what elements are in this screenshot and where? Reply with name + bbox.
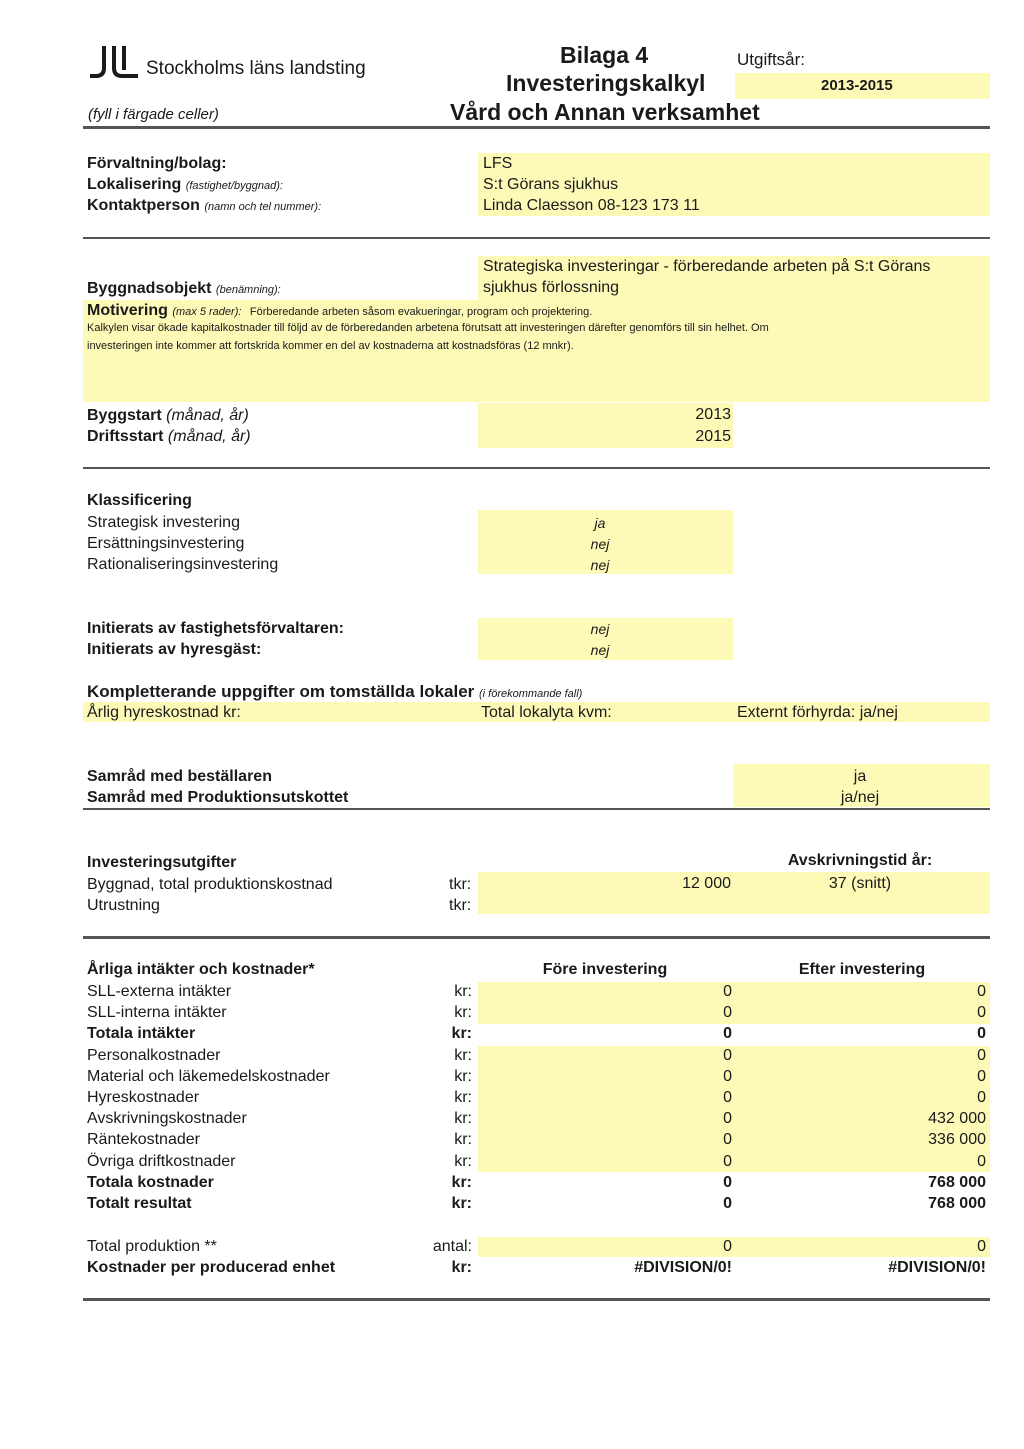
fill-note: (fyll i färgade celler) [88,106,219,123]
annual-row-unit: kr: [454,1046,472,1064]
klass-value[interactable]: nej [590,536,610,552]
annual-row-label: SLL-externa intäkter [87,983,232,1000]
fastighet-value[interactable]: nej [590,621,610,637]
klass-heading: Klassificering [87,492,192,509]
kontakt-value[interactable]: Linda Claesson 08-123 173 11 [483,197,700,214]
annual-row-before[interactable]: 0 [723,1067,732,1085]
driftsstart-row [87,428,251,446]
produktion-value[interactable]: ja/nej [840,789,880,806]
annual-row-label: Totalt resultat [87,1195,192,1212]
annual-row-before[interactable]: 0 [723,983,732,1000]
driftsstart-hint: (månad, år) [167,428,251,445]
komplett-hint: (i förekommande fall) [479,688,583,700]
kontakt-hint: (namn och tel nummer): [204,201,322,213]
annual-row-after: 768 000 [928,1173,986,1191]
byggstart-value[interactable]: 2013 [695,406,731,423]
klass-value[interactable]: nej [590,557,610,573]
prod-label: Total produktion ** [87,1238,217,1255]
utgiftsar-value: 2013-2015 [821,77,893,94]
col-before-heading: Före investering [542,961,668,978]
forvaltning-label: Förvaltning/bolag: [87,155,227,172]
annual-row-before[interactable]: 0 [723,1110,732,1128]
byggstart-label: Byggstart [87,407,162,424]
annual-row-before[interactable]: 0 [723,1152,732,1170]
komplett-heading: Kompletterande uppgifter om tomställda lokaler [87,682,475,701]
annual-row-after[interactable]: 336 000 [928,1131,986,1149]
divider [83,126,990,129]
annual-row-label: Personalkostnader [87,1046,221,1064]
annual-row-after: 0 [977,1025,986,1043]
motivering-row [87,302,592,320]
byggnad-avskr[interactable]: 37 (snitt) [828,875,892,892]
utgiftsar-label: Utgiftsår: [737,50,806,69]
object-row [87,280,281,298]
annual-row-label: SLL-interna intäkter [87,1004,227,1022]
annual-row-after[interactable]: 432 000 [928,1110,986,1128]
sll-logo-icon [88,44,140,80]
annual-row-label: Avskrivningskostnader [87,1110,247,1128]
divider [83,936,990,939]
klass-label: Strategisk investering [87,514,240,531]
annual-row-unit: kr: [454,1110,472,1128]
annual-row-label: Totala intäkter [87,1025,196,1043]
kontakt-label: Kontaktperson [87,197,200,214]
cost-label: Kostnader per producerad enhet [87,1259,336,1276]
avskr-heading: Avskrivningstid år: [787,852,933,869]
motivering-line3: investeringen inte kommer att fortskrida kommer en del av kostnaderna att kostnadsföras (12 mnkr). [87,340,574,352]
lokalisering-row [87,176,283,194]
annual-row-unit: kr: [454,983,472,1000]
kontakt-row [87,197,321,215]
annual-row-after[interactable]: 0 [977,1046,986,1064]
annual-row-after[interactable]: 0 [977,1089,986,1106]
utrustning-label: Utrustning [87,897,160,914]
annual-row-unit: kr: [451,1025,472,1043]
object-value-line2: sjukhus förlossning [483,279,620,296]
annual-row-before: 0 [723,1025,732,1043]
prod-before[interactable]: 0 [723,1238,732,1255]
annual-heading: Årliga intäkter och kostnader* [87,961,315,978]
byggstart-row [87,407,249,425]
divider [83,467,990,469]
klass-label: Ersättningsinvestering [87,535,245,552]
klass-label: Rationaliseringsinvestering [87,556,279,573]
byggnad-unit: tkr: [449,876,472,893]
klass-value[interactable]: ja [594,515,606,531]
annual-row-after[interactable]: 0 [977,1004,986,1022]
annual-row-label: Totala kostnader [87,1173,214,1191]
annual-row-unit: kr: [454,1067,472,1085]
produktion-label: Samråd med Produktionsutskottet [87,789,349,806]
annual-row-label: Material och läkemedelskostnader [87,1067,330,1085]
divider [83,237,990,239]
annual-row-after[interactable]: 0 [977,1152,986,1170]
byggnad-value[interactable]: 12 000 [682,875,731,892]
annual-row-after[interactable]: 0 [977,983,986,1000]
annual-row-after: 768 000 [928,1195,986,1212]
cost-unit: kr: [451,1259,472,1276]
utgiftsar-field[interactable] [735,73,990,99]
bestallare-value[interactable]: ja [853,768,867,785]
lokalisering-value[interactable]: S:t Görans sjukhus [483,176,619,193]
motivering-line2: Kalkylen visar ökade kapitalkostnader till följd av de förberedanden arbetena förutsatt att investeringen därefter genomförs till sin helhet. Om [87,322,769,334]
bestallare-label: Samråd med beställaren [87,768,272,785]
annual-row-before: 0 [723,1195,732,1212]
motivering-label: Motivering [87,302,168,319]
annual-row-before[interactable]: 0 [723,1004,732,1022]
annual-row-before[interactable]: 0 [723,1046,732,1064]
komplett-row [87,682,582,702]
prod-unit: antal: [432,1238,472,1255]
cost-before: #DIVISION/0! [634,1259,732,1276]
bilaga-label: Bilaga 4 [560,42,649,68]
yta-label: Total lokalyta kvm: [481,704,612,721]
annual-row-before[interactable]: 0 [723,1131,732,1149]
page-title: Investeringskalkyl [506,70,706,96]
annual-row-unit: kr: [454,1152,472,1170]
divider [83,808,990,810]
object-label: Byggnadsobjekt [87,280,212,297]
annual-row-unit: kr: [451,1173,472,1191]
page-subtitle: Vård och Annan verksamhet [450,99,760,125]
motivering-line1: Förberedande arbeten såsom evakueringar, program och projektering. [249,306,593,318]
object-value-line1: Strategiska investeringar - förberedande arbeten på S:t Görans [483,258,931,275]
fastighet-label: Initierats av fastighetsförvaltaren: [87,620,344,637]
col-after-heading: Efter investering [798,961,926,978]
motivering-hint: (max 5 rader): [172,306,242,318]
annual-row-label: Övriga driftkostnader [87,1152,236,1170]
annual-row-before: 0 [723,1173,732,1191]
byggnad-label: Byggnad, total produktionskostnad [87,876,333,893]
annual-row-after[interactable]: 0 [977,1067,986,1085]
lokalisering-label: Lokalisering [87,176,182,193]
driftsstart-value[interactable]: 2015 [695,428,731,445]
hyresgast-value[interactable]: nej [590,642,610,658]
hyra-label: Årlig hyreskostnad kr: [87,704,241,721]
lokalisering-hint: (fastighet/byggnad): [185,180,283,192]
annual-row-unit: kr: [454,1089,472,1106]
driftsstart-label: Driftsstart [87,428,164,445]
annual-row-unit: kr: [451,1195,472,1212]
annual-row-before[interactable]: 0 [723,1089,732,1106]
prod-after[interactable]: 0 [977,1238,986,1255]
invest-heading: Investeringsutgifter [87,854,237,871]
utrustning-unit: tkr: [449,897,472,914]
cost-after: #DIVISION/0! [888,1259,986,1276]
byggstart-hint: (månad, år) [166,407,249,424]
object-hint: (benämning): [215,284,281,296]
annual-row-label: Hyreskostnader [87,1089,200,1106]
externt-label: Externt förhyrda: ja/nej [737,704,898,721]
divider [83,1298,990,1301]
annual-row-label: Räntekostnader [87,1131,200,1149]
annual-row-unit: kr: [454,1004,472,1022]
org-name: Stockholms läns landsting [146,58,366,79]
forvaltning-value[interactable]: LFS [483,155,513,172]
annual-row-unit: kr: [454,1131,472,1149]
hyresgast-label: Initierats av hyresgäst: [87,641,262,658]
